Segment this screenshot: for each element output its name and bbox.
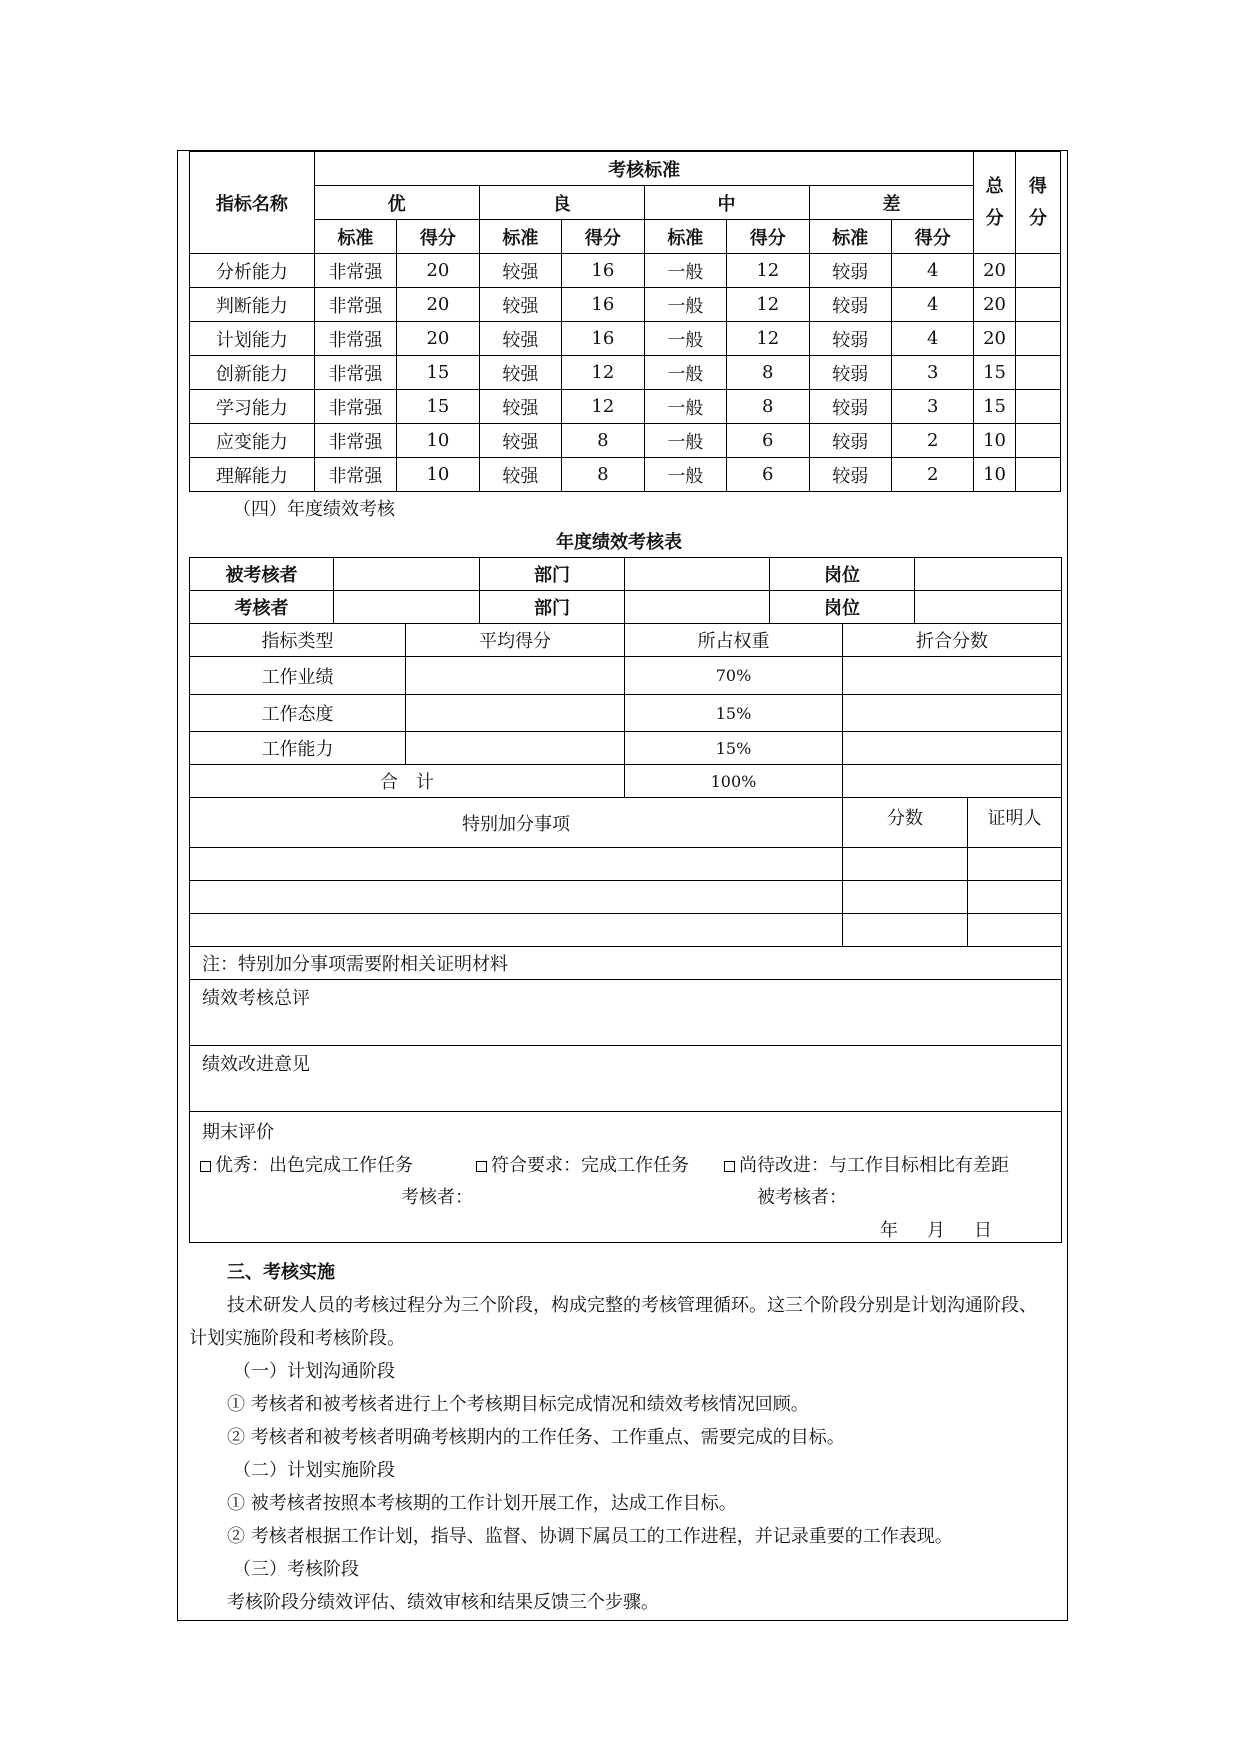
cell: 较弱 <box>809 424 891 458</box>
level-excellent: 优 <box>314 186 479 220</box>
cell: 15 <box>974 356 1015 390</box>
weight-cell: 70% <box>625 657 843 695</box>
cell: 较强 <box>479 322 561 356</box>
cell: 一般 <box>644 424 726 458</box>
phase1-item-a: ① 考核者和被考核者进行上个考核期目标完成情况和绩效考核情况回顾。 <box>227 1394 809 1415</box>
weight-cell: 15% <box>625 732 843 765</box>
cell: 2 <box>891 458 973 492</box>
cell: 较强 <box>479 356 561 390</box>
section4-heading: （四）年度绩效考核 <box>233 499 395 520</box>
sign-assessor: 考核者： <box>401 1187 473 1208</box>
bonus-witness-field[interactable] <box>968 848 1062 881</box>
row-name: 创新能力 <box>190 356 315 390</box>
cell: 10 <box>974 424 1015 458</box>
cell: 较强 <box>479 254 561 288</box>
bonus-label: 特别加分事项 <box>190 798 843 848</box>
section3-heading: 三、考核实施 <box>227 1262 335 1283</box>
cell: 12 <box>727 288 809 322</box>
cell: 非常强 <box>314 458 396 492</box>
cell: 3 <box>891 390 973 424</box>
assessor-post-field[interactable] <box>915 591 1062 624</box>
bonus-item-field[interactable] <box>190 881 843 914</box>
table-row <box>190 424 1061 458</box>
summary-field[interactable] <box>190 980 1062 1046</box>
level-medium: 中 <box>644 186 809 220</box>
score-cell[interactable] <box>1015 254 1060 288</box>
phase2-item-a: ① 被考核者按照本考核期的工作计划开展工作，达成工作目标。 <box>227 1493 737 1514</box>
row-name: 理解能力 <box>190 458 315 492</box>
bonus-note: 注：特别加分事项需要附相关证明材料 <box>190 947 1062 980</box>
post-label: 岗位 <box>770 558 915 591</box>
cell: 6 <box>727 424 809 458</box>
table-row <box>190 390 1061 424</box>
option-improve-label: 尚待改进：与工作目标相比有差距 <box>739 1155 1009 1176</box>
phase1-item-b: ② 考核者和被考核者明确考核期内的工作任务、工作重点、需要完成的目标。 <box>227 1427 845 1448</box>
cell: 一般 <box>644 458 726 492</box>
cell: 20 <box>974 288 1015 322</box>
cell: 8 <box>562 424 644 458</box>
row-name: 学习能力 <box>190 390 315 424</box>
cell: 4 <box>891 254 973 288</box>
score-cell[interactable] <box>1015 424 1060 458</box>
sub-standard: 标准 <box>479 220 561 254</box>
ability-standard-table <box>189 151 1061 492</box>
final-evaluation-block <box>190 1112 1062 1243</box>
assessee-field[interactable] <box>334 558 480 591</box>
cell: 10 <box>974 458 1015 492</box>
type-cell: 工作能力 <box>190 732 406 765</box>
bonus-score-field[interactable] <box>843 848 968 881</box>
cell: 一般 <box>644 322 726 356</box>
score-cell[interactable] <box>1015 390 1060 424</box>
assessor-field[interactable] <box>334 591 480 624</box>
option-improve[interactable] <box>724 1151 1009 1177</box>
avg-field[interactable] <box>406 657 625 695</box>
cell: 较强 <box>479 424 561 458</box>
cell: 较弱 <box>809 322 891 356</box>
cell: 10 <box>397 458 479 492</box>
cell: 4 <box>891 288 973 322</box>
phase2-title: （二）计划实施阶段 <box>233 1460 395 1481</box>
cell: 较强 <box>479 390 561 424</box>
cell: 2 <box>891 424 973 458</box>
converted-field[interactable] <box>843 695 1062 732</box>
date-year: 年 <box>880 1220 898 1241</box>
total-weight: 100% <box>625 765 843 798</box>
bonus-item-field[interactable] <box>190 914 843 947</box>
row-name: 分析能力 <box>190 254 315 288</box>
avg-field[interactable] <box>406 695 625 732</box>
cell: 非常强 <box>314 288 396 322</box>
total-label: 合 计 <box>190 765 625 798</box>
cell: 8 <box>727 390 809 424</box>
sub-score: 得分 <box>727 220 809 254</box>
cell: 3 <box>891 356 973 390</box>
avg-field[interactable] <box>406 732 625 765</box>
phase3-title: （三）考核阶段 <box>233 1559 359 1580</box>
cell: 12 <box>727 254 809 288</box>
final-label: 期末评价 <box>202 1122 274 1143</box>
cell: 较强 <box>479 458 561 492</box>
option-meets-label: 符合要求：完成工作任务 <box>491 1155 689 1176</box>
cell: 一般 <box>644 254 726 288</box>
cell: 6 <box>727 458 809 492</box>
table-row <box>190 458 1061 492</box>
cell: 较强 <box>479 288 561 322</box>
option-excellent-label: 优秀：出色完成工作任务 <box>215 1155 413 1176</box>
annual-appraisal-table <box>189 557 1062 1243</box>
phase1-title: （一）计划沟通阶段 <box>233 1361 395 1382</box>
cell: 20 <box>974 322 1015 356</box>
cell: 非常强 <box>314 356 396 390</box>
section3-intro-line1: 技术研发人员的考核过程分为三个阶段，构成完整的考核管理循环。这三个阶段分别是计划沟通阶段、 <box>227 1295 1037 1316</box>
assessee-post-field[interactable] <box>915 558 1062 591</box>
weight-cell: 15% <box>625 695 843 732</box>
cell: 16 <box>562 288 644 322</box>
cell: 非常强 <box>314 254 396 288</box>
header-total: 总分 <box>974 152 1015 254</box>
cell: 一般 <box>644 356 726 390</box>
sub-standard: 标准 <box>314 220 396 254</box>
type-cell: 工作业绩 <box>190 657 406 695</box>
table2-title: 年度绩效考核表 <box>556 532 682 553</box>
cell: 12 <box>727 322 809 356</box>
score-cell[interactable] <box>1015 458 1060 492</box>
col-type-header: 指标类型 <box>190 624 406 657</box>
cell: 较弱 <box>809 356 891 390</box>
cell: 非常强 <box>314 424 396 458</box>
cell: 15 <box>397 356 479 390</box>
assessee-dept-field[interactable] <box>625 558 770 591</box>
cell: 一般 <box>644 390 726 424</box>
cell: 较弱 <box>809 390 891 424</box>
header-standard-group: 考核标准 <box>314 152 974 186</box>
table-row <box>190 288 1061 322</box>
cell: 20 <box>397 288 479 322</box>
bonus-witness-field[interactable] <box>968 881 1062 914</box>
table-row <box>190 254 1061 288</box>
cell: 20 <box>974 254 1015 288</box>
bonus-witness-field[interactable] <box>968 914 1062 947</box>
sub-score: 得分 <box>891 220 973 254</box>
assessor-label: 考核者 <box>190 591 334 624</box>
option-excellent[interactable] <box>200 1151 413 1177</box>
cell: 非常强 <box>314 322 396 356</box>
score-cell[interactable] <box>1015 322 1060 356</box>
sub-standard: 标准 <box>644 220 726 254</box>
cell: 12 <box>562 356 644 390</box>
sub-standard: 标准 <box>809 220 891 254</box>
cell: 16 <box>562 254 644 288</box>
level-good: 良 <box>479 186 644 220</box>
bonus-score-field[interactable] <box>843 914 968 947</box>
cell: 16 <box>562 322 644 356</box>
cell: 较弱 <box>809 288 891 322</box>
header-score: 得分 <box>1015 152 1060 254</box>
table-row <box>190 356 1061 390</box>
post-label: 岗位 <box>770 591 915 624</box>
score-cell[interactable] <box>1015 288 1060 322</box>
row-name: 判断能力 <box>190 288 315 322</box>
converted-field[interactable] <box>843 657 1062 695</box>
section3-intro-line2: 计划实施阶段和考核阶段。 <box>189 1328 405 1349</box>
cell: 12 <box>562 390 644 424</box>
dept-label: 部门 <box>480 591 625 624</box>
cell: 20 <box>397 254 479 288</box>
bonus-witness-header: 证明人 <box>968 798 1062 848</box>
header-indicator-name: 指标名称 <box>190 152 315 254</box>
assessee-label: 被考核者 <box>190 558 334 591</box>
checkbox-icon[interactable] <box>476 1161 487 1172</box>
cell: 非常强 <box>314 390 396 424</box>
row-name: 应变能力 <box>190 424 315 458</box>
row-name: 计划能力 <box>190 322 315 356</box>
summary-label: 绩效考核总评 <box>202 988 310 1009</box>
option-meets[interactable] <box>476 1151 689 1177</box>
date-month: 月 <box>927 1220 945 1241</box>
cell: 较弱 <box>809 458 891 492</box>
col-converted-header: 折合分数 <box>843 624 1062 657</box>
date-day: 日 <box>974 1220 992 1241</box>
bonus-score-header: 分数 <box>843 798 968 848</box>
cell: 8 <box>727 356 809 390</box>
total-converted-field[interactable] <box>843 765 1062 798</box>
checkbox-icon[interactable] <box>200 1161 211 1172</box>
sign-assessee: 被考核者： <box>757 1187 847 1208</box>
type-cell: 工作态度 <box>190 695 406 732</box>
score-cell[interactable] <box>1015 356 1060 390</box>
sub-score: 得分 <box>397 220 479 254</box>
bonus-item-field[interactable] <box>190 848 843 881</box>
improve-field[interactable] <box>190 1046 1062 1112</box>
dept-label: 部门 <box>480 558 625 591</box>
cell: 较弱 <box>809 254 891 288</box>
cell: 一般 <box>644 288 726 322</box>
checkbox-icon[interactable] <box>724 1161 735 1172</box>
cell: 20 <box>397 322 479 356</box>
converted-field[interactable] <box>843 732 1062 765</box>
cell: 4 <box>891 322 973 356</box>
cell: 10 <box>397 424 479 458</box>
improve-label: 绩效改进意见 <box>202 1054 310 1075</box>
phase2-item-b: ② 考核者根据工作计划，指导、监督、协调下属员工的工作进程，并记录重要的工作表现。 <box>227 1526 953 1547</box>
sub-score: 得分 <box>562 220 644 254</box>
assessor-dept-field[interactable] <box>625 591 770 624</box>
col-avg-header: 平均得分 <box>406 624 625 657</box>
col-weight-header: 所占权重 <box>625 624 843 657</box>
phase3-text: 考核阶段分绩效评估、绩效审核和结果反馈三个步骤。 <box>227 1592 659 1613</box>
cell: 15 <box>974 390 1015 424</box>
cell: 15 <box>397 390 479 424</box>
bonus-score-field[interactable] <box>843 881 968 914</box>
level-poor: 差 <box>809 186 974 220</box>
table-row <box>190 322 1061 356</box>
cell: 8 <box>562 458 644 492</box>
